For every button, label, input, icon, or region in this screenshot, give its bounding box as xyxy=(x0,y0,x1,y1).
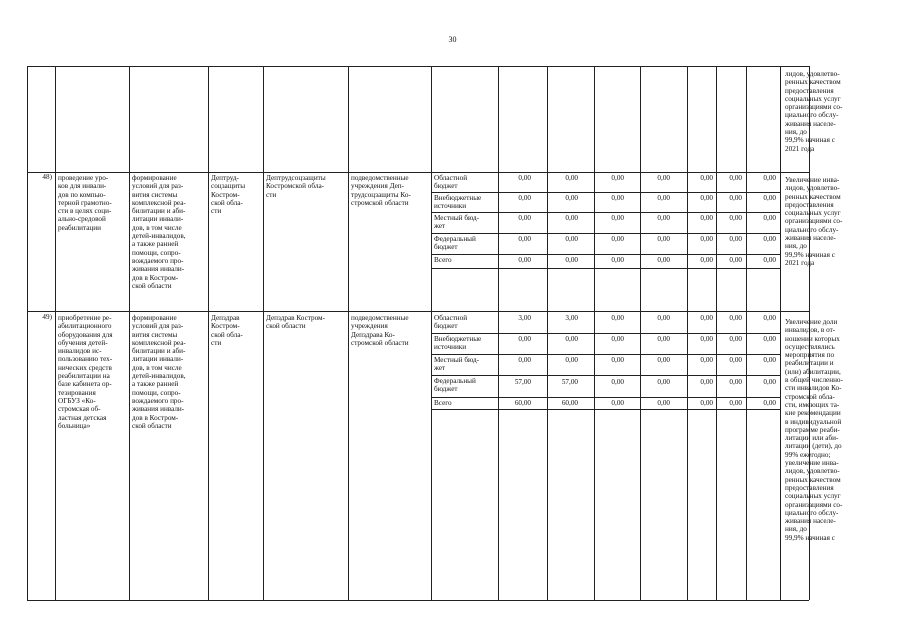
row-48-s5-v7: 0,00 xyxy=(763,256,776,264)
row-48-s4-v6: 0,00 xyxy=(729,235,742,243)
row-49-s5-v5: 0,00 xyxy=(700,399,713,407)
row-49-result: Увеличение доли инвалидов, в от- ношении которых осуществлялись мероприятия по реабилитации и (или) абилитации, в общей численно- сти инвалидов Ко- стромской обла- сти, имеющих та- кие рекомендации в индивидуальной программе реаби- литации или аби- литации (дети), до 99% ежегодно; увеличение инва- лидов, удовлетво- ренных качеством предоставления социальных услуг организациями со- циального обслу- живания населе- ния, до 99,9% начиная с xyxy=(785,318,843,542)
row-49-s1-v5: 0,00 xyxy=(700,314,713,322)
row-49-s2-v5: 0,00 xyxy=(700,335,713,343)
row-49-source-1-name: Областной бюджет xyxy=(434,314,468,331)
col-divider-2 xyxy=(129,66,130,600)
row-49-s1-v4: 0,00 xyxy=(657,314,670,322)
row-49-top-border xyxy=(27,311,809,312)
row-48-s1-v5: 0,00 xyxy=(700,174,713,182)
row-49-source-4-name: Федеральный бюджет xyxy=(434,377,476,394)
table-border-bottom xyxy=(27,600,809,601)
row-49-s1-v2: 3,00 xyxy=(565,314,578,322)
row-48-s3-v7: 0,00 xyxy=(763,214,776,222)
row-49-s5-v2: 60,00 xyxy=(561,399,578,407)
col-divider-14 xyxy=(780,66,781,600)
row-48-activity: проведение уро- ков для инвали- дов по компью- терной грамотно- сти в целях соци- ально-средовой реабилитации xyxy=(58,174,112,232)
row-49-s3-v3: 0,00 xyxy=(611,356,624,364)
row-48-s2-v4: 0,00 xyxy=(657,194,670,202)
row-48-source-border-1 xyxy=(431,192,780,193)
row-49-s4-v4: 0,00 xyxy=(657,378,670,386)
row-49-s1-v6: 0,00 xyxy=(729,314,742,322)
page-number: 30 xyxy=(448,35,457,44)
row-48-top-border xyxy=(27,172,809,173)
row-48-s2-v6: 0,00 xyxy=(729,194,742,202)
row-48-source-3-name: Местный бюд- жет xyxy=(434,214,480,231)
row-49-s5-v1: 60,00 xyxy=(514,399,531,407)
row-49-source-3-name: Местный бюд- жет xyxy=(434,356,480,373)
row-49-s1-v7: 0,00 xyxy=(763,314,776,322)
row-49-s1-v1: 3,00 xyxy=(518,314,531,322)
row-48-source-border-2 xyxy=(431,212,780,213)
row-48-s2-v2: 0,00 xyxy=(565,194,578,202)
col-divider-4 xyxy=(263,66,264,600)
row-48-s4-v2: 0,00 xyxy=(565,235,578,243)
row-48-s3-v3: 0,00 xyxy=(611,214,624,222)
row-48-s3-v4: 0,00 xyxy=(657,214,670,222)
row-49-source-border-1 xyxy=(431,333,780,334)
row-49-s3-v1: 0,00 xyxy=(518,356,531,364)
row-48-responsible: Дептруд- соцзащиты Костром- ской обла- сти xyxy=(211,174,246,216)
row-49-s4-v5: 0,00 xyxy=(700,378,713,386)
row-49-s3-v7: 0,00 xyxy=(763,356,776,364)
row-49-s5-v3: 0,00 xyxy=(611,399,624,407)
row-48-s1-v2: 0,00 xyxy=(565,174,578,182)
row-48-source-4-name: Федеральный бюджет xyxy=(434,235,476,252)
row-49-s3-v2: 0,00 xyxy=(565,356,578,364)
row-49-activity: приобретение ре- абилитационного оборудования для обучения детей- инвалидов ис- пользованию тех- нических средств реабилитации на базе кабинета ор- тезирования ОГБУЗ «Ко- стромская об- ластная детская больница» xyxy=(58,314,113,430)
row-48-s5-v3: 0,00 xyxy=(611,256,624,264)
row-48-s5-v1: 0,00 xyxy=(518,256,531,264)
row-48-source-2-name: Внебюджетные источники xyxy=(434,194,482,211)
row-49-s2-v3: 0,00 xyxy=(611,335,624,343)
table-border-top xyxy=(27,66,809,67)
row-49-s3-v5: 0,00 xyxy=(700,356,713,364)
row-48-source-border-5 xyxy=(431,268,780,269)
row-49-number: 49) xyxy=(42,313,52,321)
row-48-s2-v1: 0,00 xyxy=(518,194,531,202)
row-49-gbs: Депздрав Костром- ской области xyxy=(266,314,325,331)
row-48-s3-v2: 0,00 xyxy=(565,214,578,222)
row-48-s4-v1: 0,00 xyxy=(518,235,531,243)
row-48-source-1-name: Областной бюджет xyxy=(434,174,468,191)
row-48-s3-v5: 0,00 xyxy=(700,214,713,222)
row-49-source-border-3 xyxy=(431,375,780,376)
row-48-s2-v7: 0,00 xyxy=(763,194,776,202)
row-48-s4-v5: 0,00 xyxy=(700,235,713,243)
row-49-s2-v4: 0,00 xyxy=(657,335,670,343)
row-49-s2-v1: 0,00 xyxy=(518,335,531,343)
row-49-task: формирование условий для раз- вития системы комплексной реа- билитации и аби- литации инвали- дов, в том числе детей-инвалидов, а также ранней помощи, сопро- вождаемого про- живания инвали- дов в Костром- ской области xyxy=(132,314,186,430)
row-49-s4-v2: 57,00 xyxy=(561,378,578,386)
row-49-s2-v7: 0,00 xyxy=(763,335,776,343)
row-49-s5-v6: 0,00 xyxy=(729,399,742,407)
row-49-s4-v1: 57,00 xyxy=(514,378,531,386)
row-49-s2-v6: 0,00 xyxy=(729,335,742,343)
row-48-s3-v1: 0,00 xyxy=(518,214,531,222)
row-48-s1-v6: 0,00 xyxy=(729,174,742,182)
row-48-s5-v5: 0,00 xyxy=(700,256,713,264)
row-48-s4-v7: 0,00 xyxy=(763,235,776,243)
row-48-s2-v5: 0,00 xyxy=(700,194,713,202)
row-49-source-border-5 xyxy=(431,409,780,410)
row-49-s5-v4: 0,00 xyxy=(657,399,670,407)
row-49-s4-v6: 0,00 xyxy=(729,378,742,386)
row-48-s1-v1: 0,00 xyxy=(518,174,531,182)
top-continuation-text: лидов, удовлетво- ренных качеством предоставления социальных услуг организациями со- циального обслу- живания населе- ния, до 99,9% начиная с 2021 года xyxy=(785,70,843,153)
row-48-result: Увеличение инва- лидов, удовлетво- ренных качеством предоставления социальных услуг организациями со- циального обслу- живания населе- ния, до 99,9% начиная с 2021 года xyxy=(785,176,843,267)
row-49-s3-v4: 0,00 xyxy=(657,356,670,364)
row-49-source-5-name: Всего xyxy=(434,399,452,407)
row-48-gbs: Дептрудсоцзащиты Костромской обла- сти xyxy=(266,174,326,199)
row-49-s4-v7: 0,00 xyxy=(763,378,776,386)
row-48-source-border-3 xyxy=(431,233,780,234)
row-48-s1-v3: 0,00 xyxy=(611,174,624,182)
row-49-subordinate: подведомственные учреждения Депздрава Ко- стромской области xyxy=(351,314,409,347)
row-49-responsible: Депздрав Костром- ской обла- сти xyxy=(211,314,243,347)
row-48-s2-v3: 0,00 xyxy=(611,194,624,202)
row-49-source-border-2 xyxy=(431,354,780,355)
row-48-s1-v7: 0,00 xyxy=(763,174,776,182)
col-divider-5 xyxy=(348,66,349,600)
row-48-subordinate: подведомственные учреждения Деп- трудсоцзащиты Ко- стромской области xyxy=(351,174,411,207)
row-48-task: формирование условий для раз- вития системы комплексной реа- билитации и аби- литации инвали- дов, в том числе детей-инвалидов, а также ранней помощи, сопро- вождаемого про- живания инвали- дов в Костром- ской области xyxy=(132,174,186,290)
row-48-s5-v4: 0,00 xyxy=(657,256,670,264)
row-49-s1-v3: 0,00 xyxy=(611,314,624,322)
row-49-s3-v6: 0,00 xyxy=(729,356,742,364)
row-48-s4-v3: 0,00 xyxy=(611,235,624,243)
row-48-number: 48) xyxy=(42,173,52,181)
row-48-s1-v4: 0,00 xyxy=(657,174,670,182)
row-49-source-2-name: Внебюджетные источники xyxy=(434,335,482,352)
col-divider-0 xyxy=(27,66,28,600)
row-49-s5-v7: 0,00 xyxy=(763,399,776,407)
row-48-s5-v2: 0,00 xyxy=(565,256,578,264)
row-49-s4-v3: 0,00 xyxy=(611,378,624,386)
row-48-source-5-name: Всего xyxy=(434,256,452,264)
row-49-s2-v2: 0,00 xyxy=(565,335,578,343)
row-48-s5-v6: 0,00 xyxy=(729,256,742,264)
col-divider-3 xyxy=(208,66,209,600)
col-divider-1 xyxy=(55,66,56,600)
row-49-source-border-4 xyxy=(431,397,780,398)
row-48-source-border-4 xyxy=(431,254,780,255)
row-48-s3-v6: 0,00 xyxy=(729,214,742,222)
row-48-s4-v4: 0,00 xyxy=(657,235,670,243)
